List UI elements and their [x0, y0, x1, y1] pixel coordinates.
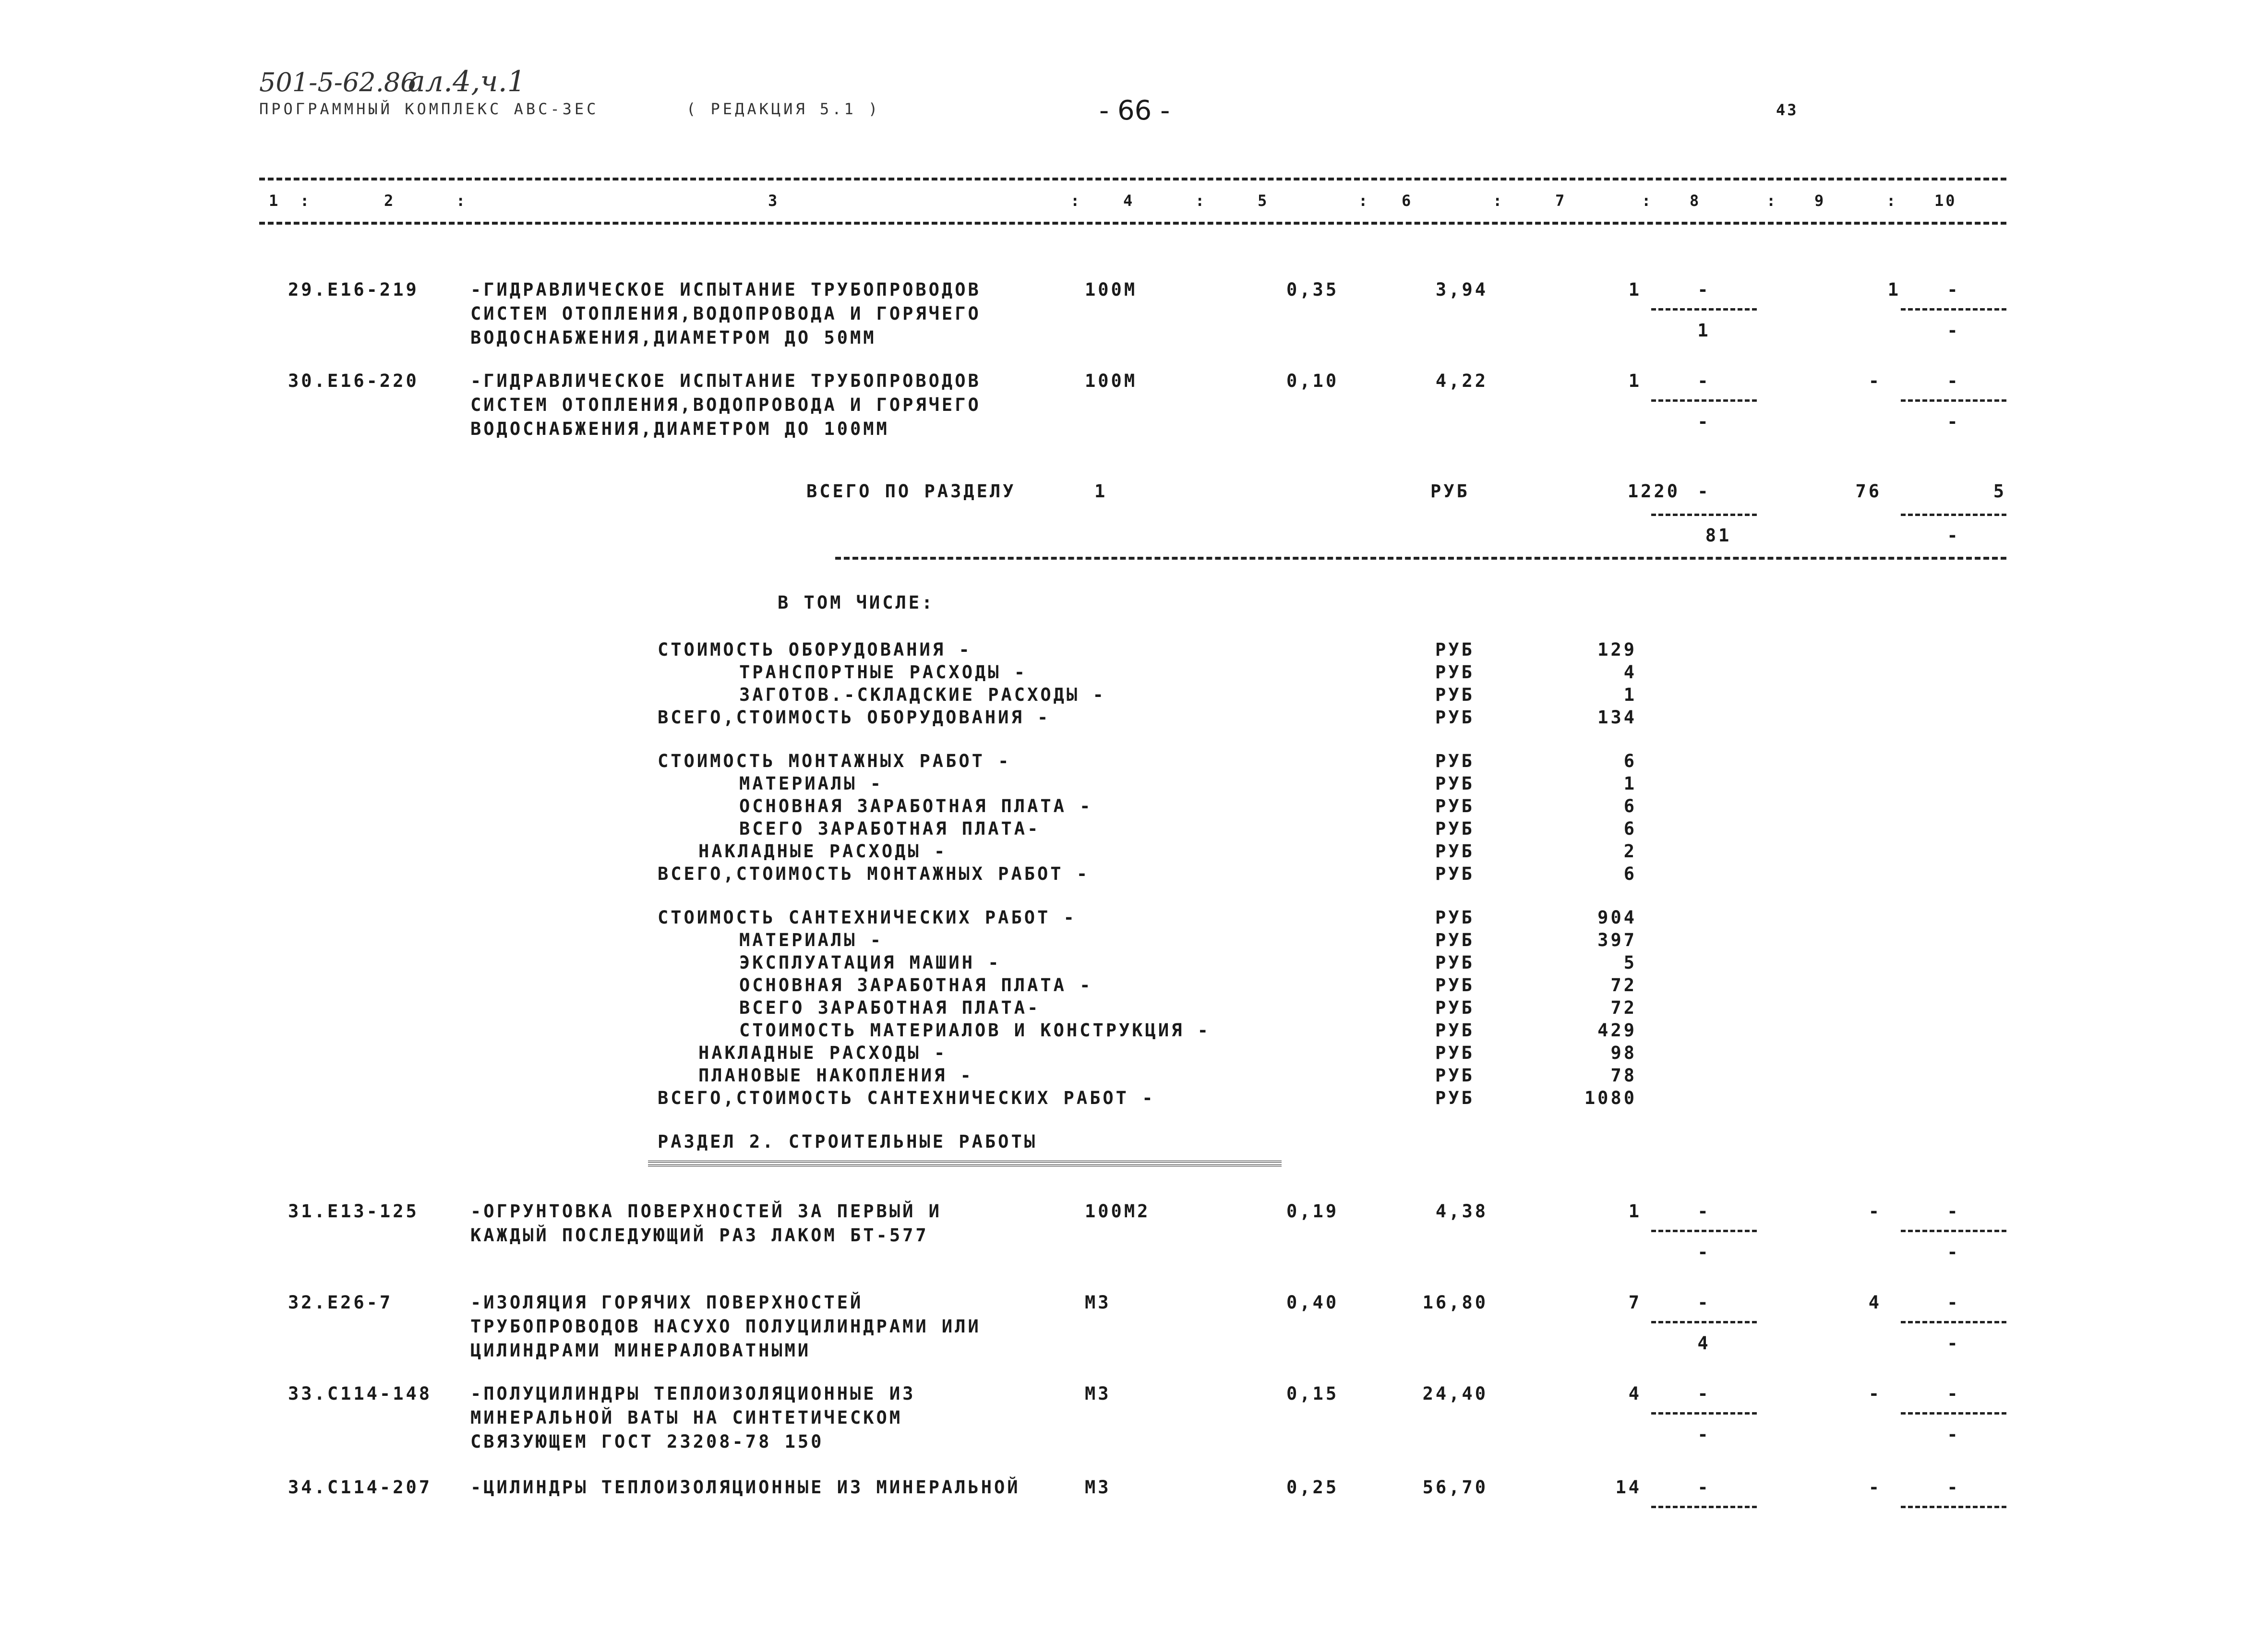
sheet-number: 43 — [1776, 101, 1799, 119]
breakdown-unit: РУБ — [1435, 684, 1475, 705]
item-c10-bot: - — [1947, 411, 1960, 432]
column-header-cell: 4 — [1123, 192, 1135, 210]
item-c10-rule — [1901, 308, 2006, 311]
item-c10-bot: - — [1947, 1242, 1960, 1262]
breakdown-label: ОСНОВНАЯ ЗАРАБОТНАЯ ПЛАТА - — [739, 975, 1093, 996]
column-header-cell: 3 — [768, 192, 780, 210]
item-c10-mid: - — [1947, 371, 1960, 391]
item-price: 4,22 — [1435, 371, 1488, 391]
section-total-amount: 1220 — [1627, 481, 1680, 502]
breakdown-unit: РУБ — [1435, 818, 1475, 839]
item-code: 29.Е16-219 — [288, 279, 419, 300]
breakdown-label: ВСЕГО ЗАРАБОТНАЯ ПЛАТА- — [739, 997, 1041, 1018]
edition-label: ( РЕДАКЦИЯ 5.1 ) — [686, 100, 881, 118]
item-description-line: ВОДОСНАБЖЕНИЯ,ДИАМЕТРОМ ДО 100ММ — [470, 419, 889, 439]
breakdown-unit: РУБ — [1435, 975, 1475, 996]
item-description-line: ВОДОСНАБЖЕНИЯ,ДИАМЕТРОМ ДО 50ММ — [470, 327, 876, 348]
item-c7: 7 — [1628, 1292, 1642, 1313]
item-code: 31.Е13-125 — [288, 1201, 419, 1222]
item-c10-rule — [1901, 399, 2006, 402]
item-c7: 1 — [1628, 1201, 1642, 1222]
item-c8-top: - — [1697, 279, 1711, 300]
breakdown-value: 1 — [1623, 684, 1637, 705]
item-c8-bot: - — [1697, 411, 1711, 432]
item-unit: М3 — [1085, 1292, 1111, 1313]
item-c10-rule — [1901, 1506, 2006, 1508]
column-header-cell: 7 — [1555, 192, 1567, 210]
breakdown-value: 72 — [1610, 997, 1637, 1018]
item-c10-bot: - — [1947, 320, 1960, 341]
item-c10-top: - — [1947, 1201, 1960, 1222]
item-c8-bot: 4 — [1697, 1333, 1711, 1354]
breakdown-value: 429 — [1597, 1020, 1637, 1041]
column-header-cell: 9 — [1814, 192, 1826, 210]
item-c9: - — [1868, 371, 1882, 391]
item-c10-rule — [1901, 1230, 2006, 1232]
item-code: 32.Е26-7 — [288, 1292, 393, 1313]
item-c10-top: - — [1947, 1477, 1960, 1498]
item-description-line: -ГИДРАВЛИЧЕСКОЕ ИСПЫТАНИЕ ТРУБОПРОВОДОВ — [470, 371, 981, 391]
item-c10-bot: - — [1947, 1424, 1960, 1445]
item-description-line: ЦИЛИНДРАМИ МИНЕРАЛОВАТНЫМИ — [470, 1340, 811, 1361]
breakdown-unit: РУБ — [1435, 707, 1475, 728]
item-quantity: 0,25 — [1286, 1477, 1339, 1498]
handwritten-code: 501-5-62.86 — [259, 67, 417, 97]
section-total-c8-rule — [1651, 514, 1757, 516]
item-price: 16,80 — [1422, 1292, 1488, 1313]
item-c8-rule — [1651, 1506, 1757, 1508]
item-c8-top: - — [1697, 1292, 1711, 1313]
breakdown-unit: РУБ — [1435, 841, 1475, 862]
item-description-line: ТРУБОПРОВОДОВ НАСУХО ПОЛУЦИЛИНДРАМИ ИЛИ — [470, 1316, 981, 1337]
section-total-c9: 76 — [1855, 481, 1882, 502]
breakdown-label: ОСНОВНАЯ ЗАРАБОТНАЯ ПЛАТА - — [739, 796, 1093, 816]
breakdown-value: 4 — [1623, 662, 1637, 683]
item-c10-top: 1 — [1887, 279, 1901, 300]
column-header-cell: 2 — [384, 192, 396, 210]
item-description-line: СВЯЗУЮЩЕМ ГОСТ 23208-78 150 — [470, 1431, 824, 1452]
item-c8-top: - — [1697, 1383, 1711, 1404]
breakdown-value: 904 — [1597, 907, 1637, 928]
item-c7: 1 — [1628, 371, 1642, 391]
breakdown-value: 1080 — [1584, 1088, 1637, 1108]
breakdown-label: МАТЕРИАЛЫ - — [739, 930, 884, 950]
item-description-line: -ГИДРАВЛИЧЕСКОЕ ИСПЫТАНИЕ ТРУБОПРОВОДОВ — [470, 279, 981, 300]
item-c9: - — [1868, 1477, 1882, 1498]
item-c8-rule — [1651, 1230, 1757, 1232]
breakdown-unit: РУБ — [1435, 1065, 1475, 1086]
including-label: В ТОМ ЧИСЛЕ: — [778, 592, 935, 613]
item-c8-top: - — [1697, 371, 1711, 391]
breakdown-unit: РУБ — [1435, 997, 1475, 1018]
item-c7: 1 — [1628, 279, 1642, 300]
breakdown-value: 134 — [1597, 707, 1637, 728]
breakdown-unit: РУБ — [1435, 662, 1475, 683]
program-name: ПРОГРАММНЫЙ КОМПЛЕКС АВС-ЗЕС — [259, 100, 599, 118]
item-unit: 100М — [1085, 371, 1138, 391]
item-code: 30.Е16-220 — [288, 371, 419, 391]
breakdown-unit: РУБ — [1435, 907, 1475, 928]
section-total-rule — [835, 557, 2006, 560]
item-unit: 100М2 — [1085, 1201, 1151, 1222]
item-c10-rule — [1901, 1412, 2006, 1415]
breakdown-value: 397 — [1597, 930, 1637, 950]
item-c10-top: - — [1947, 1383, 1960, 1404]
breakdown-value: 5 — [1623, 952, 1637, 973]
column-header-cell: : — [1766, 192, 1778, 210]
column-header-cell: 1 — [269, 192, 280, 210]
column-header-cell: : — [1886, 192, 1898, 210]
column-header-cell: : — [1642, 192, 1653, 210]
page-number: - 66 - — [1099, 95, 1170, 126]
item-description-line: СИСТЕМ ОТОПЛЕНИЯ,ВОДОПРОВОДА И ГОРЯЧЕГО — [470, 303, 981, 324]
item-description-line: МИНЕРАЛЬНОЙ ВАТЫ НА СИНТЕТИЧЕСКОМ — [470, 1407, 903, 1428]
item-c8-bot: - — [1697, 1424, 1711, 1445]
breakdown-unit: РУБ — [1435, 639, 1475, 660]
breakdown-label: СТОИМОСТЬ САНТЕХНИЧЕСКИХ РАБОТ - — [658, 907, 1077, 928]
section-total-c8-bot: 81 — [1705, 525, 1732, 546]
section-total-unit: РУБ — [1430, 481, 1470, 502]
section2-underline — [648, 1161, 1282, 1166]
section-total-label: ВСЕГО ПО РАЗДЕЛУ — [806, 481, 1016, 502]
column-header-cell: 6 — [1402, 192, 1413, 210]
header-rule-top — [259, 178, 2006, 180]
section2-title: РАЗДЕЛ 2. СТРОИТЕЛЬНЫЕ РАБОТЫ — [658, 1131, 1038, 1152]
breakdown-unit: РУБ — [1435, 1088, 1475, 1108]
breakdown-label: СТОИМОСТЬ МОНТАЖНЫХ РАБОТ - — [658, 751, 1011, 771]
section-total-num: 1 — [1094, 481, 1108, 502]
breakdown-value: 6 — [1623, 796, 1637, 816]
item-quantity: 0,15 — [1286, 1383, 1339, 1404]
breakdown-label: СТОИМОСТЬ ОБОРУДОВАНИЯ - — [658, 639, 972, 660]
item-quantity: 0,35 — [1286, 279, 1339, 300]
item-description-line: -ОГРУНТОВКА ПОВЕРХНОСТЕЙ ЗА ПЕРВЫЙ И — [470, 1201, 942, 1222]
item-description-line: -ПОЛУЦИЛИНДРЫ ТЕПЛОИЗОЛЯЦИОННЫЕ ИЗ — [470, 1383, 916, 1404]
breakdown-label: ВСЕГО,СТОИМОСТЬ МОНТАЖНЫХ РАБОТ - — [658, 864, 1090, 884]
item-quantity: 0,10 — [1286, 371, 1339, 391]
item-c9: - — [1868, 1383, 1882, 1404]
section-total-c8-top: - — [1697, 481, 1711, 502]
breakdown-unit: РУБ — [1435, 952, 1475, 973]
column-header-cell: : — [1493, 192, 1504, 210]
item-c9: - — [1868, 1201, 1882, 1222]
breakdown-label: ЗАГОТОВ.-СКЛАДСКИЕ РАСХОДЫ - — [739, 684, 1106, 705]
breakdown-value: 98 — [1610, 1043, 1637, 1063]
breakdown-label: ВСЕГО,СТОИМОСТЬ ОБОРУДОВАНИЯ - — [658, 707, 1051, 728]
breakdown-value: 6 — [1623, 864, 1637, 884]
item-c7: 4 — [1628, 1383, 1642, 1404]
breakdown-label: ВСЕГО,СТОИМОСТЬ САНТЕХНИЧЕСКИХ РАБОТ - — [658, 1088, 1155, 1108]
breakdown-value: 1 — [1623, 773, 1637, 794]
item-unit: 100М — [1085, 279, 1138, 300]
item-description-line: -ЦИЛИНДРЫ ТЕПЛОИЗОЛЯЦИОННЫЕ ИЗ МИНЕРАЛЬНОЙ — [470, 1477, 1020, 1498]
column-header-cell: 8 — [1690, 192, 1701, 210]
item-code: 34.С114-207 — [288, 1477, 432, 1498]
item-c10-top: - — [1947, 1292, 1960, 1313]
section-total-c10-bot: - — [1947, 525, 1960, 546]
breakdown-unit: РУБ — [1435, 751, 1475, 771]
item-c8-rule — [1651, 1412, 1757, 1415]
breakdown-value: 78 — [1610, 1065, 1637, 1086]
item-price: 4,38 — [1435, 1201, 1488, 1222]
item-c8-rule — [1651, 399, 1757, 402]
item-c10-mid: - — [1947, 279, 1960, 300]
header-rule-bottom — [259, 222, 2006, 225]
column-header-cell: : — [300, 192, 312, 210]
item-price: 3,94 — [1435, 279, 1488, 300]
item-c10-bot: - — [1947, 1333, 1960, 1354]
breakdown-value: 72 — [1610, 975, 1637, 996]
breakdown-label: ЭКСПЛУАТАЦИЯ МАШИН - — [739, 952, 1001, 973]
item-price: 24,40 — [1422, 1383, 1488, 1404]
breakdown-unit: РУБ — [1435, 1043, 1475, 1063]
column-header-cell: : — [456, 192, 468, 210]
item-c8-rule — [1651, 308, 1757, 311]
column-header-cell: 10 — [1934, 192, 1957, 210]
breakdown-label: НАКЛАДНЫЕ РАСХОДЫ - — [698, 841, 948, 862]
breakdown-label: СТОИМОСТЬ МАТЕРИАЛОВ И КОНСТРУКЦИЯ - — [739, 1020, 1211, 1041]
item-c8-top: - — [1697, 1477, 1711, 1498]
item-description-line: -ИЗОЛЯЦИЯ ГОРЯЧИХ ПОВЕРХНОСТЕЙ — [470, 1292, 864, 1313]
column-header-cell: : — [1358, 192, 1370, 210]
item-price: 56,70 — [1422, 1477, 1488, 1498]
breakdown-unit: РУБ — [1435, 773, 1475, 794]
item-c8-top: - — [1697, 1201, 1711, 1222]
item-c8-bot: - — [1697, 1242, 1711, 1262]
breakdown-value: 6 — [1623, 751, 1637, 771]
breakdown-label: НАКЛАДНЫЕ РАСХОДЫ - — [698, 1043, 948, 1063]
item-unit: М3 — [1085, 1383, 1111, 1404]
item-c8-bot: 1 — [1697, 320, 1711, 341]
section-total-c10-rule — [1901, 514, 2006, 516]
item-c8-rule — [1651, 1321, 1757, 1323]
section-total-c10-top: 5 — [1993, 481, 2006, 502]
item-quantity: 0,19 — [1286, 1201, 1339, 1222]
breakdown-value: 2 — [1623, 841, 1637, 862]
breakdown-value: 129 — [1597, 639, 1637, 660]
breakdown-value: 6 — [1623, 818, 1637, 839]
item-description-line: СИСТЕМ ОТОПЛЕНИЯ,ВОДОПРОВОДА И ГОРЯЧЕГО — [470, 395, 981, 415]
handwritten-album: ал.4,ч.1 — [408, 65, 526, 98]
column-header-cell: : — [1070, 192, 1082, 210]
breakdown-label: ВСЕГО ЗАРАБОТНАЯ ПЛАТА- — [739, 818, 1041, 839]
breakdown-unit: РУБ — [1435, 796, 1475, 816]
breakdown-unit: РУБ — [1435, 1020, 1475, 1041]
item-c10-rule — [1901, 1321, 2006, 1323]
item-unit: М3 — [1085, 1477, 1111, 1498]
breakdown-label: ТРАНСПОРТНЫЕ РАСХОДЫ - — [739, 662, 1028, 683]
column-header-cell: : — [1195, 192, 1207, 210]
column-header-cell: 5 — [1258, 192, 1269, 210]
breakdown-unit: РУБ — [1435, 930, 1475, 950]
item-quantity: 0,40 — [1286, 1292, 1339, 1313]
item-c7: 14 — [1615, 1477, 1642, 1498]
item-code: 33.С114-148 — [288, 1383, 432, 1404]
item-c9: 4 — [1868, 1292, 1882, 1313]
breakdown-label: МАТЕРИАЛЫ - — [739, 773, 884, 794]
breakdown-unit: РУБ — [1435, 864, 1475, 884]
item-description-line: КАЖДЫЙ ПОСЛЕДУЮЩИЙ РАЗ ЛАКОМ БТ-577 — [470, 1225, 929, 1246]
breakdown-label: ПЛАНОВЫЕ НАКОПЛЕНИЯ - — [698, 1065, 973, 1086]
